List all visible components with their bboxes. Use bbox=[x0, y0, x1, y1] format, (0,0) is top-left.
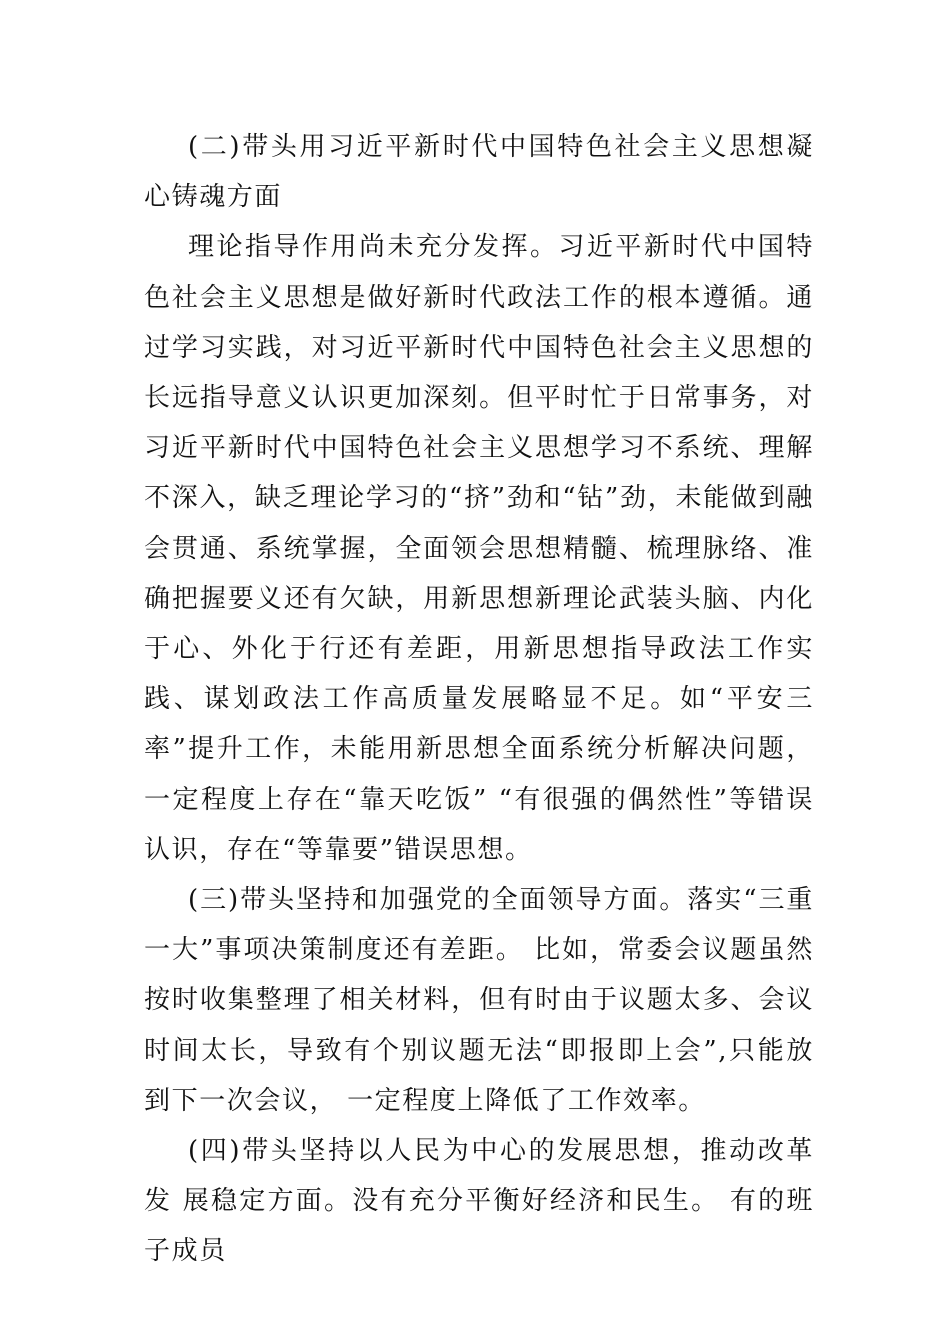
document-body bbox=[144, 122, 814, 1277]
section-four-paragraph: (四)带头坚持以人民为中心的发展思想，推动改革发 展稳定方面。没有充分平衡好经济和民生。 有的班子成员 bbox=[144, 1136, 814, 1267]
section-two-heading: (二)带头用习近平新时代中国特色社会主义思想凝心铸魂方面 bbox=[144, 132, 814, 213]
section-two-body: 理论指导作用尚未充分发挥。习近平新时代中国特色社会主义思想是做好新时代政法工作的根本遵循。通过学习实践，对习近平新时代中国特色社会主义思想的长远指导意义认识更加深刻。但平时忙于日常事务，对习近平新时代中国特色社会主义思想学习不系统、理解不深入，缺乏理论学习的“挤”劲和“钻”劲，未能做到融会贯通、系统掌握，全面领会思想精髓、梳理脉络、准确把握要义还有欠缺，用新思想新理论武装头脑、内化于心、外化于行还有差距，用新思想指导政法工作实践、谋划政法工作高质量发展略显不足。如“平安三率”提升工作，未能用新思想全面系统分析解决问题， 一定程度上存在“靠天吃饭” “有很强的偶然性”等错误认识，存在“等靠要”错误思想。 bbox=[144, 232, 814, 865]
section-three-paragraph: (三)带头坚持和加强党的全面领导方面。落实“三重 一大”事项决策制度还有差距。 比如，常委会议题虽然按时收集整理了相关材料，但有时由于议题太多、会议时间太长，导致有个别议题无法“即报即上会”,只能放到下一次会议， 一定程度上降低了工作效率。 bbox=[144, 885, 814, 1116]
